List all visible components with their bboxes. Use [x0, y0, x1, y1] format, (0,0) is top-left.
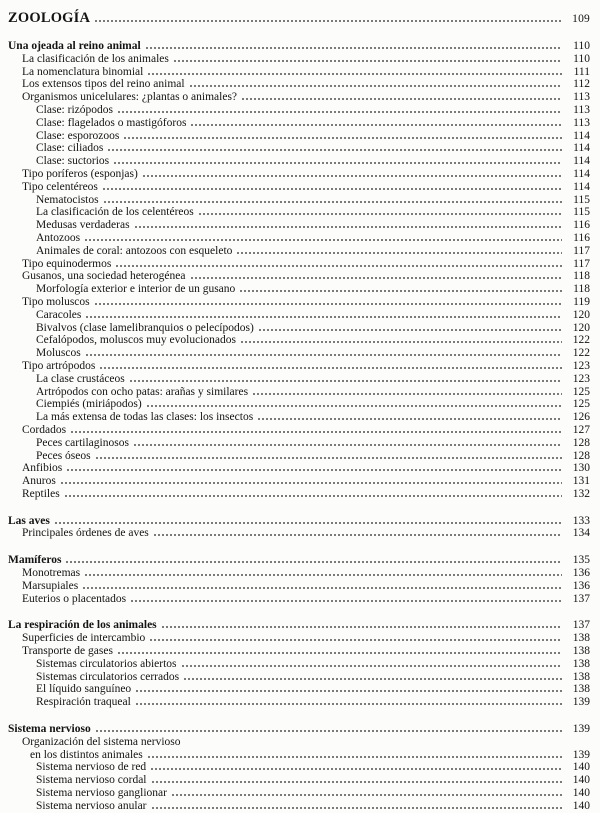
- dot-leader: [142, 175, 562, 177]
- toc-entry: [8, 398, 590, 411]
- toc-entry-page: 116: [573, 231, 590, 244]
- toc-entry: [8, 567, 590, 580]
- toc-entry-label: Animales de coral: antozoos con esqueleto: [36, 244, 233, 257]
- toc-entry: [8, 130, 590, 143]
- toc-entry-page: 132: [572, 487, 590, 500]
- dot-leader: [258, 329, 562, 331]
- toc-entry-label: Tipo moluscos: [22, 295, 90, 308]
- toc-entry-page: 114: [573, 167, 590, 180]
- toc-list: [8, 40, 590, 813]
- toc-entry-page: 111: [573, 65, 590, 78]
- toc-entry-page: 116: [573, 219, 590, 232]
- toc-entry-label: Sistema nervioso cordal: [36, 774, 147, 787]
- toc-entry-page: 140: [572, 799, 590, 812]
- dot-leader: [147, 73, 562, 75]
- dot-leader: [99, 367, 562, 369]
- toc-entry-page: 113: [573, 103, 590, 116]
- toc-entry: [8, 723, 590, 736]
- dot-leader: [103, 201, 562, 203]
- toc-entry-label: La clase crustáceos: [36, 372, 125, 385]
- toc-entry-page: 139: [572, 748, 590, 761]
- toc-entry: [8, 593, 590, 606]
- toc-entry-page: 138: [572, 657, 590, 670]
- toc-entry-label: Tipo equinodermos: [22, 257, 112, 270]
- toc-entry: [8, 658, 590, 671]
- toc-entry-label: Clase: suctorios: [36, 155, 110, 168]
- dot-leader: [133, 444, 562, 446]
- toc-entry-page: 128: [572, 436, 590, 449]
- dot-leader: [95, 730, 562, 732]
- dot-leader: [70, 431, 562, 433]
- dot-leader: [183, 678, 562, 680]
- toc-entry: [8, 761, 590, 774]
- toc-entry-label: Sistema nervioso ganglionar: [36, 787, 167, 800]
- toc-entry-label: Clase: flagelados o mastigóforos: [36, 116, 187, 129]
- toc-entry: [8, 527, 590, 540]
- toc-entry-page: 125: [572, 385, 590, 398]
- toc-entry: [8, 181, 590, 194]
- dot-leader: [123, 137, 562, 139]
- toc-entry: [8, 411, 590, 424]
- toc-entry: [8, 360, 590, 373]
- toc-entry: [8, 437, 590, 450]
- dot-leader: [134, 226, 562, 228]
- toc-entry-label: Tipo celentéreos: [22, 180, 98, 193]
- toc-entry-page: 113: [573, 116, 590, 129]
- toc-entry-page: 140: [572, 774, 590, 787]
- toc-entry-page: 139: [572, 696, 590, 709]
- toc-entry-label: Ciempiés (miriápodos): [36, 398, 142, 411]
- chapter-title: ZOOLOGÍA: [8, 10, 91, 26]
- toc-entry-page: 140: [572, 761, 590, 774]
- toc-entry-page: 114: [573, 142, 590, 155]
- toc-entry-label: Clase: ciliados: [36, 142, 104, 155]
- toc-entry: [8, 258, 590, 271]
- toc-entry-label: Transporte de gases: [22, 645, 113, 658]
- toc-entry: [8, 270, 590, 283]
- dot-leader: [54, 522, 562, 524]
- toc-entry-page: 137: [572, 592, 590, 605]
- toc-entry: [8, 424, 590, 437]
- toc-entry: [8, 671, 590, 684]
- toc-entry: [8, 683, 590, 696]
- toc-entry-label: Marsupiales: [22, 579, 79, 592]
- dot-leader: [161, 626, 562, 628]
- toc-entry: [8, 800, 590, 813]
- toc-entry-page: 126: [572, 411, 590, 424]
- toc-entry-page: 130: [572, 462, 590, 475]
- toc-entry-label: Caracoles: [36, 308, 82, 321]
- toc-entry-page: 138: [572, 632, 590, 645]
- dot-leader: [135, 703, 562, 705]
- toc-entry-label: Sistemas circulatorios cerrados: [36, 670, 180, 683]
- toc-entry: [8, 450, 590, 463]
- dot-leader: [146, 405, 562, 407]
- toc-entry-page: 117: [573, 257, 590, 270]
- toc-entry-label: Una ojeada al reino animal: [8, 40, 141, 52]
- dot-leader: [171, 794, 562, 796]
- toc-entry: [8, 696, 590, 709]
- toc-entry: [8, 168, 590, 181]
- toc-entry: [8, 232, 590, 245]
- dot-leader: [115, 265, 562, 267]
- toc-entry: [8, 104, 590, 117]
- toc-entry: [8, 475, 590, 488]
- toc-entry: [8, 749, 590, 762]
- dot-leader: [145, 47, 562, 49]
- toc-entry: [8, 488, 590, 501]
- toc-entry-page: 120: [572, 321, 590, 334]
- toc-entry: [8, 373, 590, 386]
- toc-entry: [8, 78, 590, 91]
- dot-leader: [198, 213, 562, 215]
- toc-entry-label: Clase: rizópodos: [36, 103, 113, 116]
- toc-entry-page: 137: [572, 619, 590, 632]
- dot-leader: [150, 768, 562, 770]
- toc-entry-page: 122: [572, 347, 590, 360]
- toc-entry-page: 138: [572, 670, 590, 683]
- toc-entry-page: 118: [573, 270, 590, 283]
- dot-leader: [65, 561, 562, 563]
- toc-entry-page: 120: [572, 308, 590, 321]
- toc-entry: [8, 117, 590, 130]
- toc-entry-label: La respiración de los animales: [8, 619, 157, 632]
- toc-entry-page: 110: [573, 52, 590, 65]
- toc-entry: [8, 155, 590, 168]
- dot-leader: [60, 482, 562, 484]
- toc-entry-label: Peces óseos: [36, 449, 91, 462]
- toc-entry-page: 136: [572, 579, 590, 592]
- dot-leader: [241, 98, 562, 100]
- dot-leader: [147, 756, 562, 758]
- toc-entry-label: Los extensos tipos del reino animal: [22, 78, 185, 91]
- dot-leader: [84, 239, 562, 241]
- toc-entry: [8, 219, 590, 232]
- toc-entry-label: Artrópodos con ocho patas: arañas y similares: [36, 385, 249, 398]
- toc-entry-page: 133: [572, 514, 590, 527]
- toc-entry-label: Moluscos: [36, 347, 81, 360]
- toc-entry-page: 115: [573, 193, 590, 206]
- toc-entry-label: Sistema nervioso de red: [36, 761, 147, 774]
- toc-entry-page: 123: [572, 359, 590, 372]
- toc-entry-label: La más extensa de todas las clases: los insectos: [36, 411, 254, 424]
- dot-leader: [181, 665, 562, 667]
- dot-leader: [129, 380, 562, 382]
- toc-entry-page: 128: [572, 449, 590, 462]
- toc-entry-label: Sistema nervioso: [8, 723, 91, 736]
- toc-entry-label: Anuros: [22, 475, 56, 488]
- toc-entry: [8, 296, 590, 309]
- toc-entry-page: 113: [573, 91, 590, 104]
- toc-entry-page: 119: [573, 295, 590, 308]
- toc-entry-label: Sistema nervioso anular: [36, 799, 147, 812]
- dot-leader: [190, 277, 563, 279]
- toc-entry-label: Anfibios: [22, 462, 63, 475]
- toc-entry: [8, 309, 590, 322]
- dot-leader: [149, 639, 562, 641]
- toc-entry-label: Respiración traqueal: [36, 696, 131, 709]
- toc-entry-page: 112: [573, 78, 590, 91]
- toc-entry-label: Gusanos, una sociedad heterogénea: [22, 270, 186, 283]
- toc-entry-label: La nomenclatura binomial: [22, 65, 144, 78]
- toc-entry: [8, 386, 590, 399]
- dot-leader: [85, 316, 562, 318]
- dot-leader: [85, 354, 562, 356]
- toc-entry-page: 139: [572, 723, 590, 736]
- toc-entry-label: Clase: esporozoos: [36, 129, 120, 142]
- dot-leader: [189, 85, 562, 87]
- toc-entry-label: Las aves: [8, 514, 50, 527]
- dot-leader: [117, 652, 562, 654]
- toc-entry-label: Mamíferos: [8, 554, 62, 567]
- toc-entry: [8, 334, 590, 347]
- toc-entry-page: 134: [572, 527, 590, 540]
- toc-entry: [8, 91, 590, 104]
- dot-leader: [84, 574, 562, 576]
- toc-entry-page: 125: [572, 398, 590, 411]
- toc-entry-label: Tipo artrópodos: [22, 359, 96, 372]
- toc-entry-page: 135: [572, 554, 590, 567]
- toc-entry-page: 127: [572, 423, 590, 436]
- chapter-title-page: 109: [572, 13, 590, 25]
- dot-leader: [135, 690, 562, 692]
- toc-entry-page: 115: [573, 206, 590, 219]
- toc-entry: [8, 194, 590, 207]
- toc-entry-label: Reptiles: [22, 487, 60, 500]
- toc-entry-label: Principales órdenes de aves: [22, 527, 149, 540]
- chapter-title-row: [8, 10, 590, 27]
- toc-entry-label: Euterios o placentados: [22, 592, 127, 605]
- toc-entry-page: 131: [572, 475, 590, 488]
- toc-entry: [8, 619, 590, 632]
- toc-entry-label: Medusas verdaderas: [36, 219, 130, 232]
- dot-leader: [236, 252, 562, 254]
- dot-leader: [94, 20, 562, 22]
- dot-leader: [117, 111, 562, 113]
- toc-entry-label: Antozoos: [36, 231, 81, 244]
- toc-entry-page: 138: [572, 645, 590, 658]
- dot-leader: [240, 341, 562, 343]
- dot-leader: [66, 469, 562, 471]
- toc-entry-label: Organismos unicelulares: ¿plantas o animales?: [22, 91, 238, 104]
- dot-leader: [82, 587, 562, 589]
- dot-leader: [94, 303, 562, 305]
- dot-leader: [239, 290, 562, 292]
- toc-entry-page: 122: [572, 334, 590, 347]
- toc-entry-label: Organización del sistema nervioso: [22, 735, 181, 748]
- dot-leader: [257, 418, 562, 420]
- toc-entry: [8, 632, 590, 645]
- dot-leader: [151, 781, 562, 783]
- dot-leader: [153, 534, 562, 536]
- toc-entry: [8, 554, 590, 567]
- toc-entry: [8, 347, 590, 360]
- toc-entry-label: Bivalvos (clase lamelibranquios o pelecípodos): [36, 321, 254, 334]
- dot-leader: [190, 124, 562, 126]
- toc-entry-label: Cefalópodos, moluscos muy evolucionados: [36, 334, 236, 347]
- toc-entry-page: 114: [573, 155, 590, 168]
- toc-entry: [8, 515, 590, 528]
- toc-entry-page: 138: [572, 683, 590, 696]
- toc-entry: [8, 736, 590, 749]
- dot-leader: [107, 149, 562, 151]
- toc-entry: [8, 580, 590, 593]
- toc-entry-label: Tipo poríferos (esponjas): [22, 167, 138, 180]
- toc-entry-label: Morfología exterior e interior de un gusano: [36, 283, 236, 296]
- toc-entry: [8, 245, 590, 258]
- toc-entry: [8, 645, 590, 658]
- toc-entry-label: Peces cartilaginosos: [36, 436, 129, 449]
- toc-entry-label: La clasificación de los animales: [22, 52, 169, 65]
- toc-entry: [8, 206, 590, 219]
- toc-entry-label: Superficies de intercambio: [22, 632, 146, 645]
- dot-leader: [102, 188, 562, 190]
- toc-entry-page: 136: [572, 567, 590, 580]
- dot-leader: [173, 60, 562, 62]
- toc-entry: [8, 462, 590, 475]
- toc-entry-label: El líquido sanguíneo: [36, 683, 132, 696]
- toc-entry-label: Sistemas circulatorios abiertos: [36, 657, 177, 670]
- toc-entry: [8, 283, 590, 296]
- toc-entry-page: 117: [573, 244, 590, 257]
- toc-entry: [8, 774, 590, 787]
- dot-leader: [130, 600, 562, 602]
- dot-leader: [95, 457, 562, 459]
- toc-entry-label: Nematocistos: [36, 193, 99, 206]
- toc-entry-page: 114: [573, 180, 590, 193]
- toc-entry: [8, 53, 590, 66]
- toc-entry-page: 114: [573, 129, 590, 142]
- toc-entry-page: 123: [572, 372, 590, 385]
- dot-leader: [64, 495, 562, 497]
- toc-entry-label: en los distintos animales: [30, 748, 143, 761]
- dot-leader: [113, 162, 562, 164]
- toc-entry: [8, 66, 590, 79]
- toc-entry-label: Cordados: [22, 423, 67, 436]
- toc-entry-label: Monotremas: [22, 567, 81, 580]
- toc-entry-label: La clasificación de los celentéreos: [36, 206, 194, 219]
- toc-entry: [8, 40, 590, 53]
- toc-entry: [8, 787, 590, 800]
- toc-entry-page: 118: [573, 283, 590, 296]
- toc-entry: [8, 322, 590, 335]
- toc-entry: [8, 142, 590, 155]
- toc-entry-page: 110: [573, 40, 590, 52]
- toc-entry-page: 140: [572, 787, 590, 800]
- dot-leader: [252, 393, 562, 395]
